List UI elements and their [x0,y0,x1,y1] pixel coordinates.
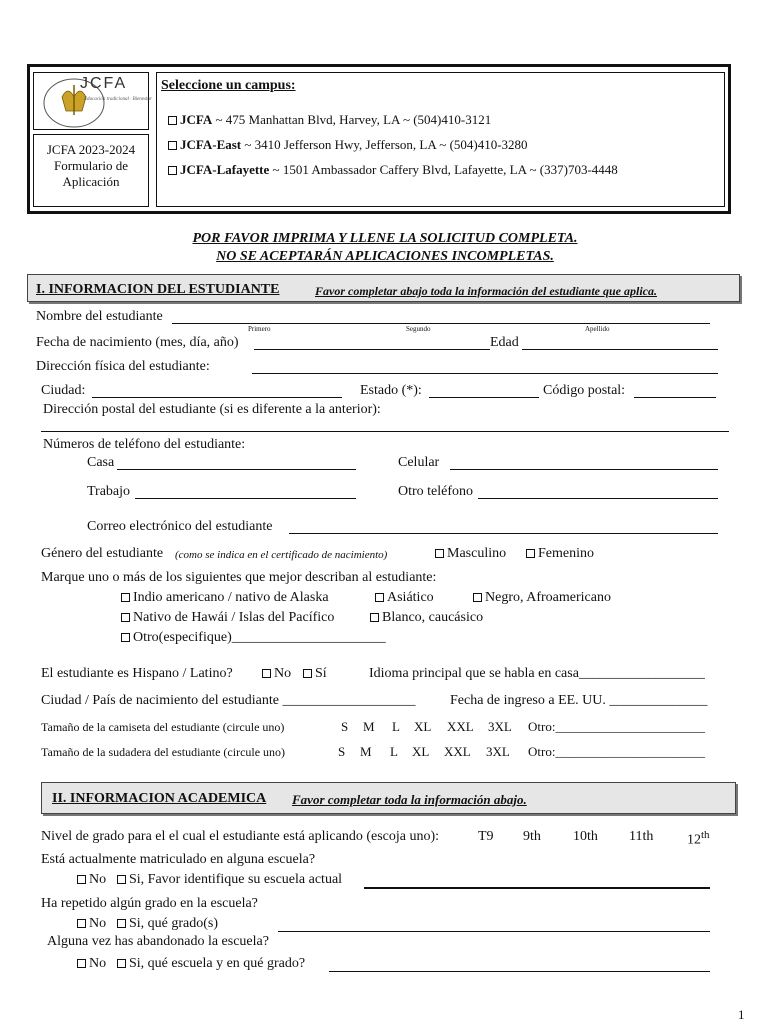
grade-sup: th [701,829,710,841]
tshirt-label: Tamaño de la camiseta del estudiante (circule uno) [41,720,285,734]
race-other-option[interactable]: Otro(especifique)______________________ [121,630,386,646]
address-field[interactable] [252,373,718,374]
hispanic-no-option[interactable]: No [262,666,291,682]
campus-option-harvey[interactable]: JCFA ~ 475 Manhattan Blvd, Harvey, LA ~ (504)410-3121 [168,112,491,128]
home-phone-label: Casa [87,455,115,470]
mailing-field[interactable] [41,431,729,432]
grade-option-t9[interactable]: T9 [478,829,494,844]
tshirt-size-s[interactable]: S [341,719,349,734]
checkbox[interactable] [262,669,271,678]
name-label: Nombre del estudiante [36,309,163,324]
state-field[interactable] [429,397,539,398]
gender-male-option[interactable]: Masculino [435,546,506,562]
logo-text: JCFA [80,75,128,92]
cell-phone-field[interactable] [450,469,718,470]
email-field[interactable] [289,533,718,534]
checkbox[interactable] [117,919,126,928]
other-phone-label: Otro teléfono [398,484,474,499]
checkbox[interactable] [117,875,126,884]
mailing-label: Dirección postal del estudiante (si es diferente a la anterior): [43,402,381,417]
form-title-line1: JCFA 2023-2024 [46,142,136,157]
hoodie-size-3xl[interactable]: 3XL [486,744,510,759]
checkbox[interactable] [168,166,177,175]
form-title-cell [33,134,149,207]
grade-option-11th[interactable]: 11th [629,829,654,844]
checkbox[interactable] [77,919,86,928]
repeated-yes-option[interactable]: Si, qué grado(s) [117,916,218,932]
checkbox[interactable] [526,549,535,558]
campus-option-east[interactable]: JCFA-East ~ 3410 Jefferson Hwy, Jefferson, LA ~ (504)410-3280 [168,137,528,153]
checkbox[interactable] [121,593,130,602]
checkbox[interactable] [77,959,86,968]
age-field[interactable] [522,349,718,350]
checkbox[interactable] [121,613,130,622]
enrolled-label: Está actualmente matriculado en alguna escuela? [41,852,316,867]
tshirt-size-m[interactable]: M [363,719,375,734]
zip-label: Código postal: [543,383,626,398]
section2-title: II. INFORMACION ACADEMICA [52,791,267,806]
dob-field[interactable] [254,349,490,350]
race-hawaiian-option[interactable]: Nativo de Hawái / Islas del Pacífico [121,610,334,626]
race-asian-option[interactable]: Asiático [375,590,434,606]
notice-line2: NO SE ACEPTARÁN APLICACIONES INCOMPLETAS. [216,249,554,264]
campus-option-lafayette[interactable]: JCFA-Lafayette ~ 1501 Ambassador Caffery Blvd, Lafayette, LA ~ (337)703-4448 [168,162,618,178]
repeated-no-option[interactable]: No [77,916,106,932]
section1-subtitle: Favor completar abajo toda la información del estudiante que aplica. [315,284,657,298]
checkbox[interactable] [375,593,384,602]
hoodie-size-xl[interactable]: XL [412,744,430,759]
enrolled-no-option[interactable]: No [77,872,106,888]
notice-line1: POR FAVOR IMPRIMA Y LLENE LA SOLICITUD COMPLETA. [192,231,578,246]
grade-option-12th[interactable]: 12th [687,829,710,848]
gender-label: Género del estudiante [41,546,164,561]
checkbox[interactable] [117,959,126,968]
zip-field[interactable] [634,397,716,398]
checkbox[interactable] [370,613,379,622]
hoodie-size-xxl[interactable]: XXL [444,744,471,759]
birthplace-label[interactable]: Ciudad / País de nacimiento del estudiante ___________________ [41,693,416,708]
hispanic-label: El estudiante es Hispano / Latino? [41,666,233,681]
section2-subtitle: Favor completar toda la información abajo. [292,792,527,807]
state-label: Estado (*): [360,383,422,398]
race-native-american-option[interactable]: Indio americano / nativo de Alaska [121,590,329,606]
form-title-line2: Formulario de [53,158,128,173]
other-phone-field[interactable] [478,498,718,499]
address-label: Dirección física del estudiante: [36,359,210,374]
checkbox[interactable] [121,633,130,642]
campus-heading: Seleccione un campus: [161,78,296,93]
checkbox[interactable] [435,549,444,558]
home-phone-field[interactable] [117,469,356,470]
checkbox[interactable] [168,141,177,150]
city-field[interactable] [92,397,342,398]
page-number: 1 [738,1007,745,1022]
hoodie-other[interactable]: Otro:_______________________ [528,744,705,759]
gender-female-option[interactable]: Femenino [526,546,594,562]
repeated-grades-field[interactable] [278,931,710,932]
cell-phone-label: Celular [398,455,440,470]
tshirt-size-3xl[interactable]: 3XL [488,719,512,734]
current-school-field[interactable] [364,887,710,889]
email-label: Correo electrónico del estudiante [87,519,273,534]
work-phone-label: Trabajo [87,484,131,499]
form-title-line3: Aplicación [62,174,120,189]
logo-cell [33,72,152,130]
name-sub-second: Segundo [406,325,431,333]
entry-date-label[interactable]: Fecha de ingreso a EE. UU. ______________ [450,693,708,708]
checkbox[interactable] [168,116,177,125]
work-phone-field[interactable] [135,498,356,499]
hispanic-yes-option[interactable]: Sí [303,666,327,682]
repeated-label: Ha repetido algún grado en la escuela? [41,896,258,911]
dob-label: Fecha de nacimiento (mes, día, año) [36,335,239,350]
city-label: Ciudad: [41,383,86,398]
grade-label: Nivel de grado para el el cual el estudiante está aplicando (escoja uno): [41,829,440,844]
grade-option-9th[interactable]: 9th [523,829,541,844]
grade-option-10th[interactable]: 10th [573,829,598,844]
race-label: Marque uno o más de los siguientes que mejor describan al estudiante: [41,570,437,585]
language-label[interactable]: Idioma principal que se habla en casa__________________ [369,666,705,681]
gender-note: (como se indica en el certificado de nacimiento) [175,549,388,561]
hoodie-size-s[interactable]: S [338,744,346,759]
checkbox[interactable] [77,875,86,884]
checkbox[interactable] [303,669,312,678]
dropout-no-option[interactable]: No [77,956,106,972]
hoodie-size-l[interactable]: L [390,744,398,759]
dropout-details-field[interactable] [329,971,710,972]
section1-title: I. INFORMACION DEL ESTUDIANTE [36,282,280,297]
name-sub-last: Apellido [585,325,610,333]
tshirt-size-xl[interactable]: XL [414,719,432,734]
dropout-label: Alguna vez has abandonado la escuela? [47,934,269,949]
name-field[interactable] [172,323,710,324]
tshirt-size-l[interactable]: L [392,719,400,734]
logo-subtext: Educación tradicional · Bienestar [84,97,152,102]
hoodie-label: Tamaño de la sudadera del estudiante (circule uno) [41,745,286,759]
name-sub-first: Primero [248,325,271,333]
dropout-yes-option[interactable]: Si, qué escuela y en qué grado? [117,956,305,972]
race-white-option[interactable]: Blanco, caucásico [370,610,483,626]
phones-label: Números de teléfono del estudiante: [43,437,246,452]
tshirt-other[interactable]: Otro:_______________________ [528,719,705,734]
hoodie-size-m[interactable]: M [360,744,372,759]
race-black-option[interactable]: Negro, Afroamericano [473,590,611,606]
tshirt-size-xxl[interactable]: XXL [447,719,474,734]
age-label: Edad [490,335,519,350]
enrolled-yes-option[interactable]: Si, Favor identifique su escuela actual [117,872,342,888]
checkbox[interactable] [473,593,482,602]
